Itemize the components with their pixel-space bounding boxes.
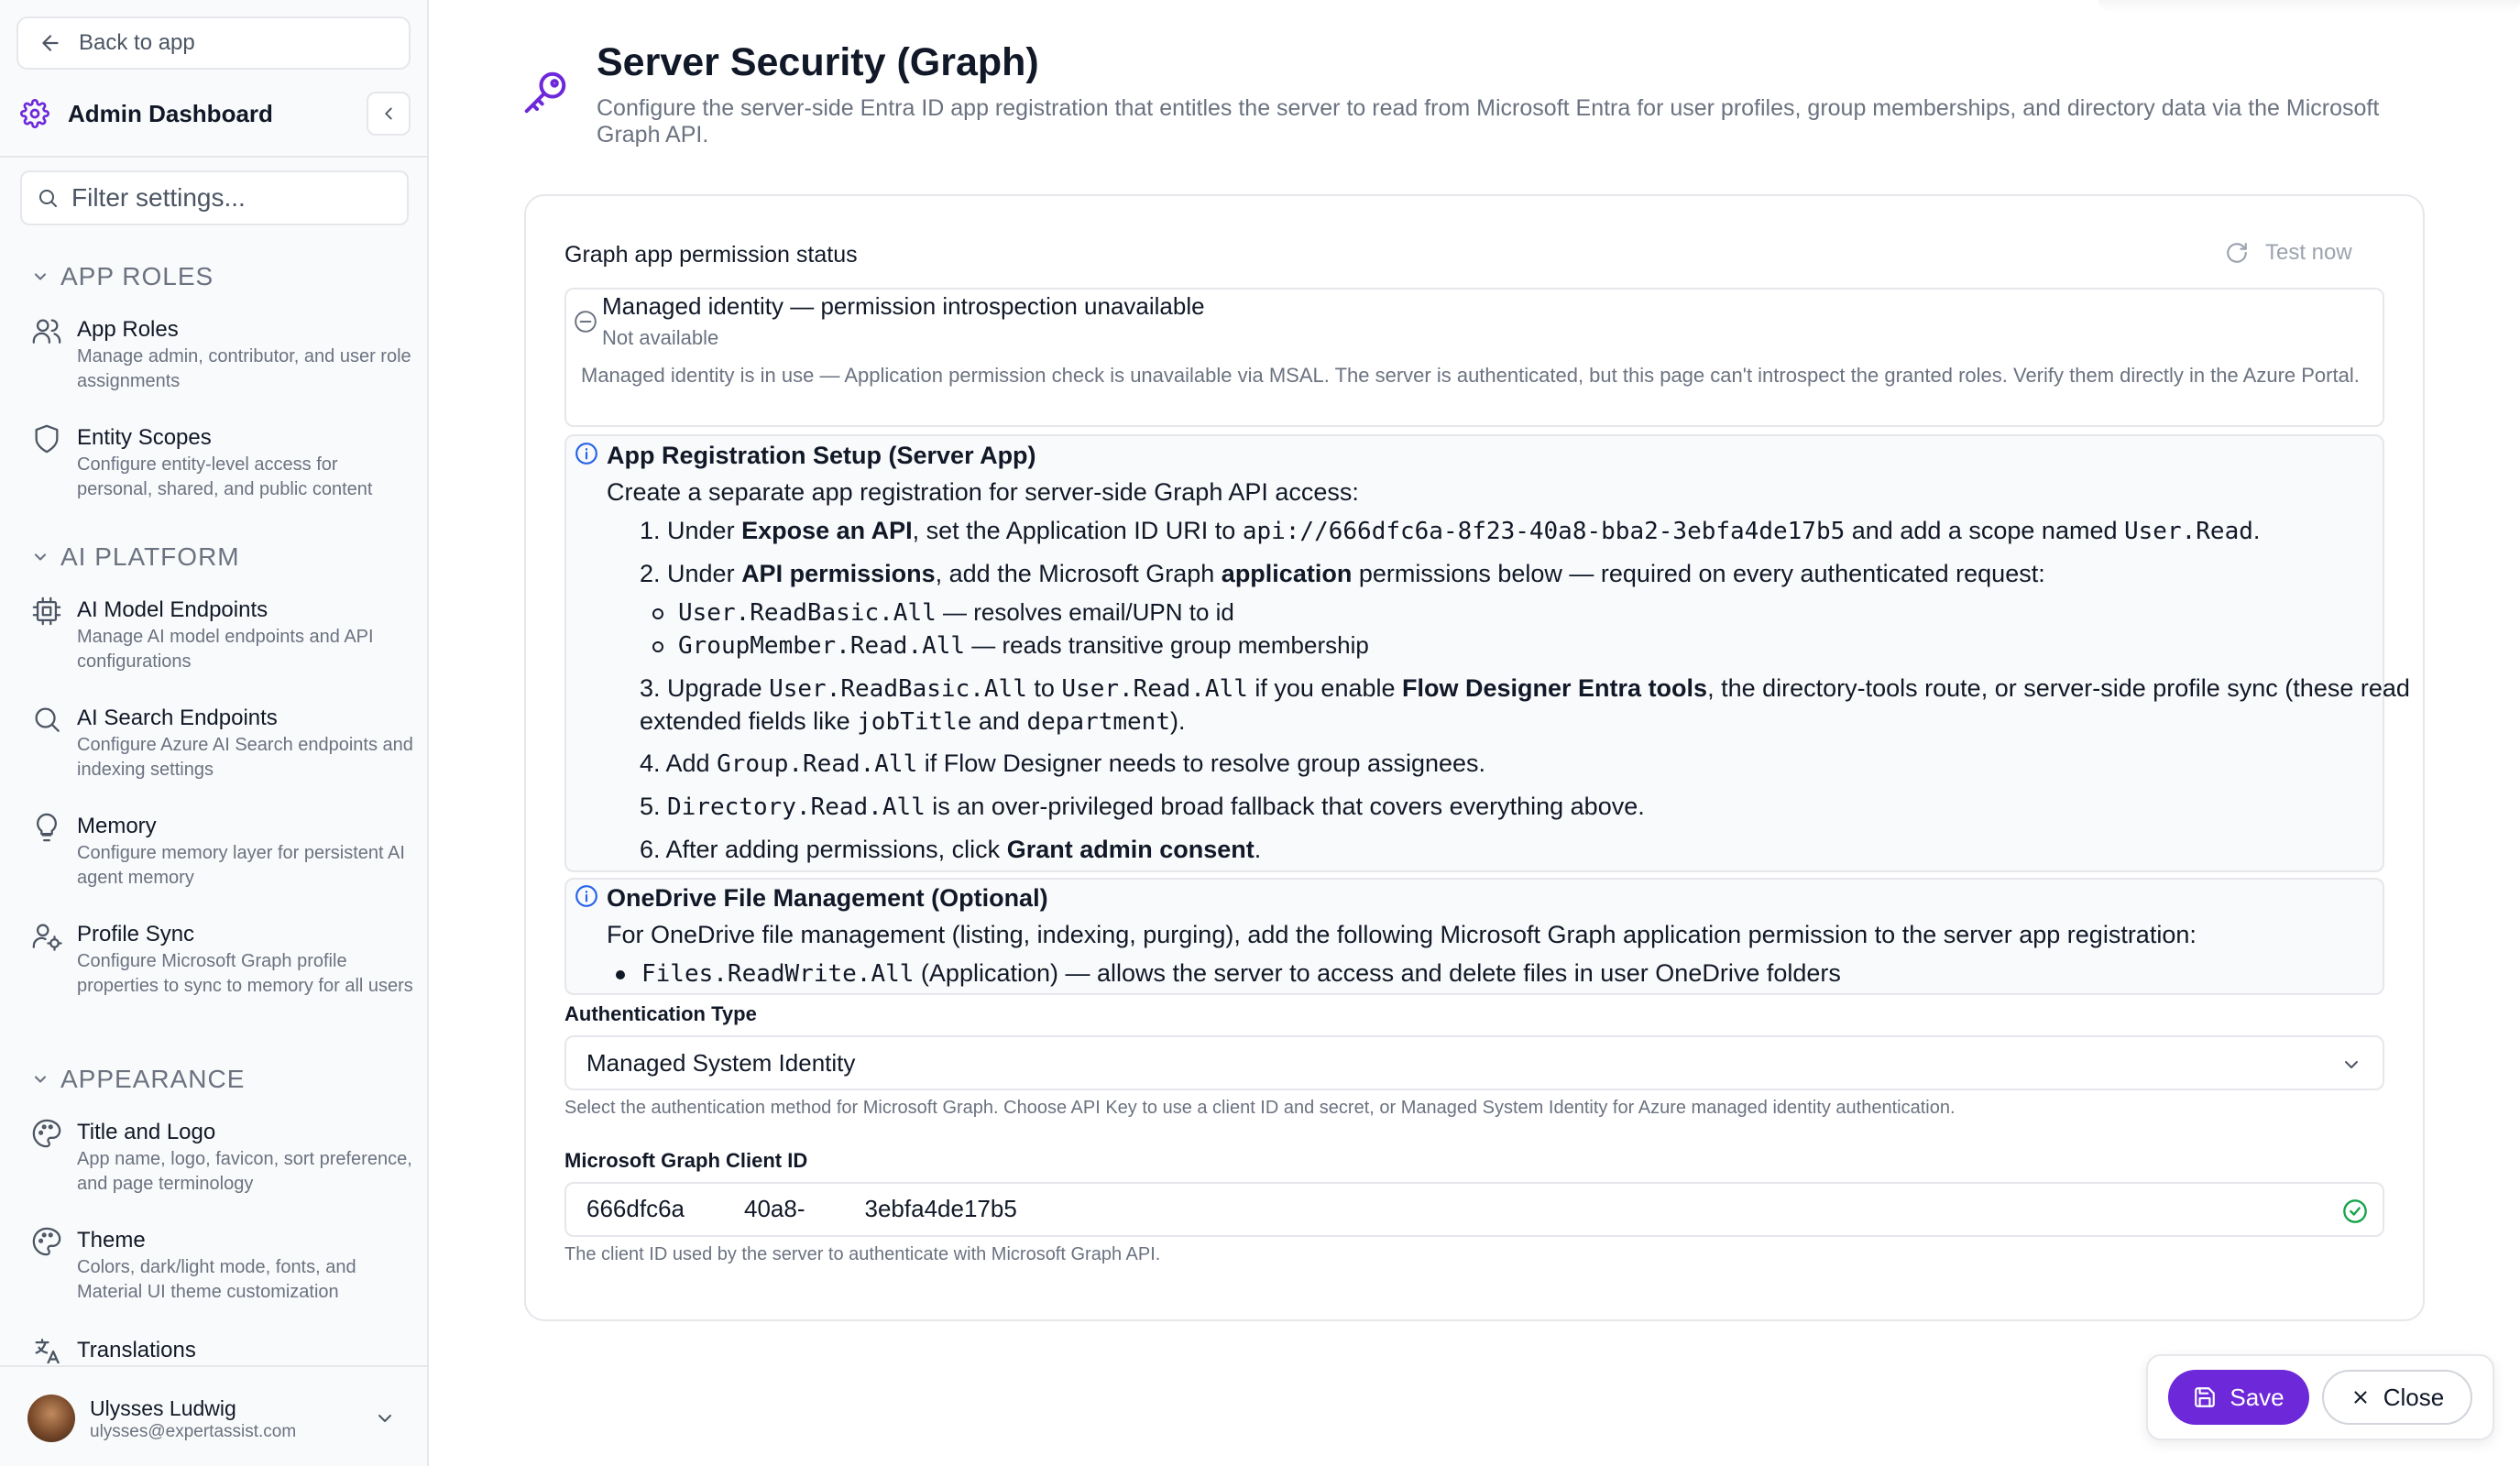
sidebar-item-desc: App name, logo, favicon, sort preference, and page terminology [77,1149,412,1194]
translate-icon [31,1336,62,1363]
section-app-roles[interactable] [31,262,214,291]
chip-icon [31,596,62,627]
info-icon [575,884,598,908]
action-bar [2146,1354,2494,1440]
save-button[interactable] [2168,1370,2309,1425]
section-ai-platform[interactable] [31,542,240,572]
auth-type-select[interactable] [564,1035,2384,1090]
palette-icon [31,1118,62,1149]
minus-circle-icon [574,310,597,334]
sidebar-item-title: Profile Sync [77,922,195,946]
sidebar-item-desc: Manage AI model endpoints and API configurations [77,627,374,672]
sidebar-item-desc: Configure Microsoft Graph profile properties to sync to memory for all users [77,951,413,996]
sidebar-item-desc: Configure entity-level access for personal, shared, and public content [77,454,373,499]
auth-type-help: Select the authentication method for Microsoft Graph. Choose API Key to use a client ID and secret, or Managed System Identity for Azure managed identity authentication. [564,1098,1956,1118]
section-label: APPEARANCE [60,1065,246,1093]
client-id-help: The client ID used by the server to authenticate with Microsoft Graph API. [564,1244,1161,1264]
filter-settings-field[interactable] [20,170,409,225]
sidebar-item-title: AI Model Endpoints [77,597,268,622]
chevron-down-icon [31,268,49,286]
setup-step-3-continued: extended fields like jobTitle and department). [640,707,1186,736]
client-id-label: Microsoft Graph Client ID [564,1149,808,1172]
chevron-down-icon [2340,1054,2362,1076]
setup-step-2: 2. Under API permissions, add the Microsoft Graph application permissions below — required on every authenticated request: [640,560,2045,587]
sidebar-item-desc: Configure memory layer for persistent AI agent memory [77,843,405,888]
user-sync-icon [31,920,62,951]
chevron-down-icon [31,1070,49,1089]
filter-settings-input[interactable] [71,183,401,213]
sidebar-item-app-roles[interactable] [31,315,416,394]
app-registration-intro: Create a separate app registration for server-side Graph API access: [607,478,1359,506]
user-email: ulysses@expertassist.com [90,1422,297,1441]
page-title: Server Security (Graph) [597,40,1039,84]
close-label: Close [2383,1383,2445,1411]
back-to-app-label: Back to app [79,30,195,55]
onedrive-bullet: Files.ReadWrite.All (Application) — allows the server to access and delete files in user OneDrive folders [616,959,1841,988]
setup-step-1: 1. Under Expose an API, set the Application ID URI to api://666dfc6a-8f23-40a8-bba2-3ebfa4de17b5 and add a scope named User.Read. [640,517,2261,545]
user-menu[interactable] [0,1365,427,1466]
users-icon [31,315,62,346]
top-shadow [2098,0,2520,13]
palette-icon [31,1226,62,1257]
sidebar-item-desc: Colors, dark/light mode, fonts, and Material UI theme customization [77,1257,356,1302]
sidebar-item-theme[interactable] [31,1226,416,1305]
close-icon [2350,1387,2371,1407]
sidebar-item-title: Theme [77,1228,146,1253]
section-appearance[interactable] [31,1065,245,1094]
sidebar-item-translations[interactable] [31,1336,416,1363]
user-name: Ulysses Ludwig [90,1396,236,1420]
lightbulb-icon [31,812,62,843]
permission-status-title: Graph app permission status [564,242,858,268]
search-icon [37,187,59,209]
sidebar-item-title: Entity Scopes [77,425,212,450]
chevron-left-icon [378,104,399,124]
setup-step-5: 5. Directory.Read.All is an over-privileged broad fallback that covers everything above. [640,793,1645,821]
check-circle-icon [2342,1198,2368,1224]
sidebar-item-title: Memory [77,814,157,838]
arrow-left-icon [38,31,62,55]
sidebar-item-title: Title and Logo [77,1120,216,1144]
sidebar-item-title-and-logo[interactable] [31,1118,416,1197]
auth-type-value: Managed System Identity [586,1048,856,1077]
section-label: APP ROLES [60,262,214,290]
test-now-label: Test now [2265,240,2352,265]
sidebar-item-desc: Configure Azure AI Search endpoints and indexing settings [77,735,413,780]
sidebar-item-ai-model-endpoints[interactable] [31,596,416,674]
test-now-button[interactable] [2225,240,2352,266]
admin-header [20,92,411,136]
save-icon [2193,1385,2217,1409]
setup-bullet-groupmember: GroupMember.Read.All — reads transitive group membership [652,631,1369,660]
setup-step-4: 4. Add Group.Read.All if Flow Designer needs to resolve group assignees. [640,749,1486,778]
chevron-down-icon [31,548,49,566]
client-id-field[interactable] [564,1182,2384,1237]
save-label: Save [2230,1383,2284,1411]
managed-identity-description: Managed identity is in use — Application permission check is unavailable via MSAL. The server is authenticated, but this page can't introspect the granted roles. Verify them directly in the Azure Portal. [581,364,2360,387]
sidebar-item-entity-scopes[interactable] [31,423,416,502]
setup-step-3: 3. Upgrade User.ReadBasic.All to User.Read.All if you enable Flow Designer Entra tools, the directory-tools route, or server-side profile sync (these read [640,674,2410,703]
sidebar-item-title: Translations [77,1338,196,1362]
refresh-icon [2225,241,2249,265]
search-icon [31,704,62,735]
gear-icon [20,99,49,128]
sidebar-item-ai-search-endpoints[interactable] [31,704,416,782]
close-button[interactable] [2322,1370,2472,1425]
avatar [27,1395,75,1442]
back-to-app-button[interactable] [16,16,411,70]
sidebar-item-memory[interactable] [31,812,416,891]
info-icon [575,442,598,465]
sidebar-item-title: App Roles [77,317,179,342]
setup-bullet-user-readbasic: User.ReadBasic.All — resolves email/UPN to id [652,598,1234,627]
sidebar-divider [0,156,427,158]
client-id-input[interactable] [586,1195,2309,1223]
managed-identity-status: Not available [602,326,719,349]
admin-dashboard-title: Admin Dashboard [68,99,273,127]
managed-identity-title: Managed identity — permission introspection unavailable [602,292,1205,320]
section-label: AI PLATFORM [60,542,240,571]
page-description: Configure the server-side Entra ID app registration that entitles the server to read from Microsoft Entra for user profiles, group memberships, and directory data via the Microsoft Graph API. [597,95,2380,148]
sidebar-item-profile-sync[interactable] [31,920,416,999]
setup-step-6: 6. After adding permissions, click Grant admin consent. [640,836,1262,863]
sidebar-item-title: AI Search Endpoints [77,706,278,730]
auth-type-label: Authentication Type [564,1002,757,1025]
shield-icon [31,423,62,454]
app-registration-title: App Registration Setup (Server App) [607,442,1036,469]
onedrive-title: OneDrive File Management (Optional) [607,884,1048,912]
collapse-sidebar-button[interactable] [367,92,411,136]
sidebar [0,0,429,1466]
onedrive-intro: For OneDrive file management (listing, indexing, purging), add the following Microsoft Graph application permission to the server app registration: [607,921,2197,948]
chevron-down-icon [374,1407,396,1429]
key-icon [520,68,570,117]
sidebar-item-desc: Manage admin, contributor, and user role assignments [77,346,411,391]
